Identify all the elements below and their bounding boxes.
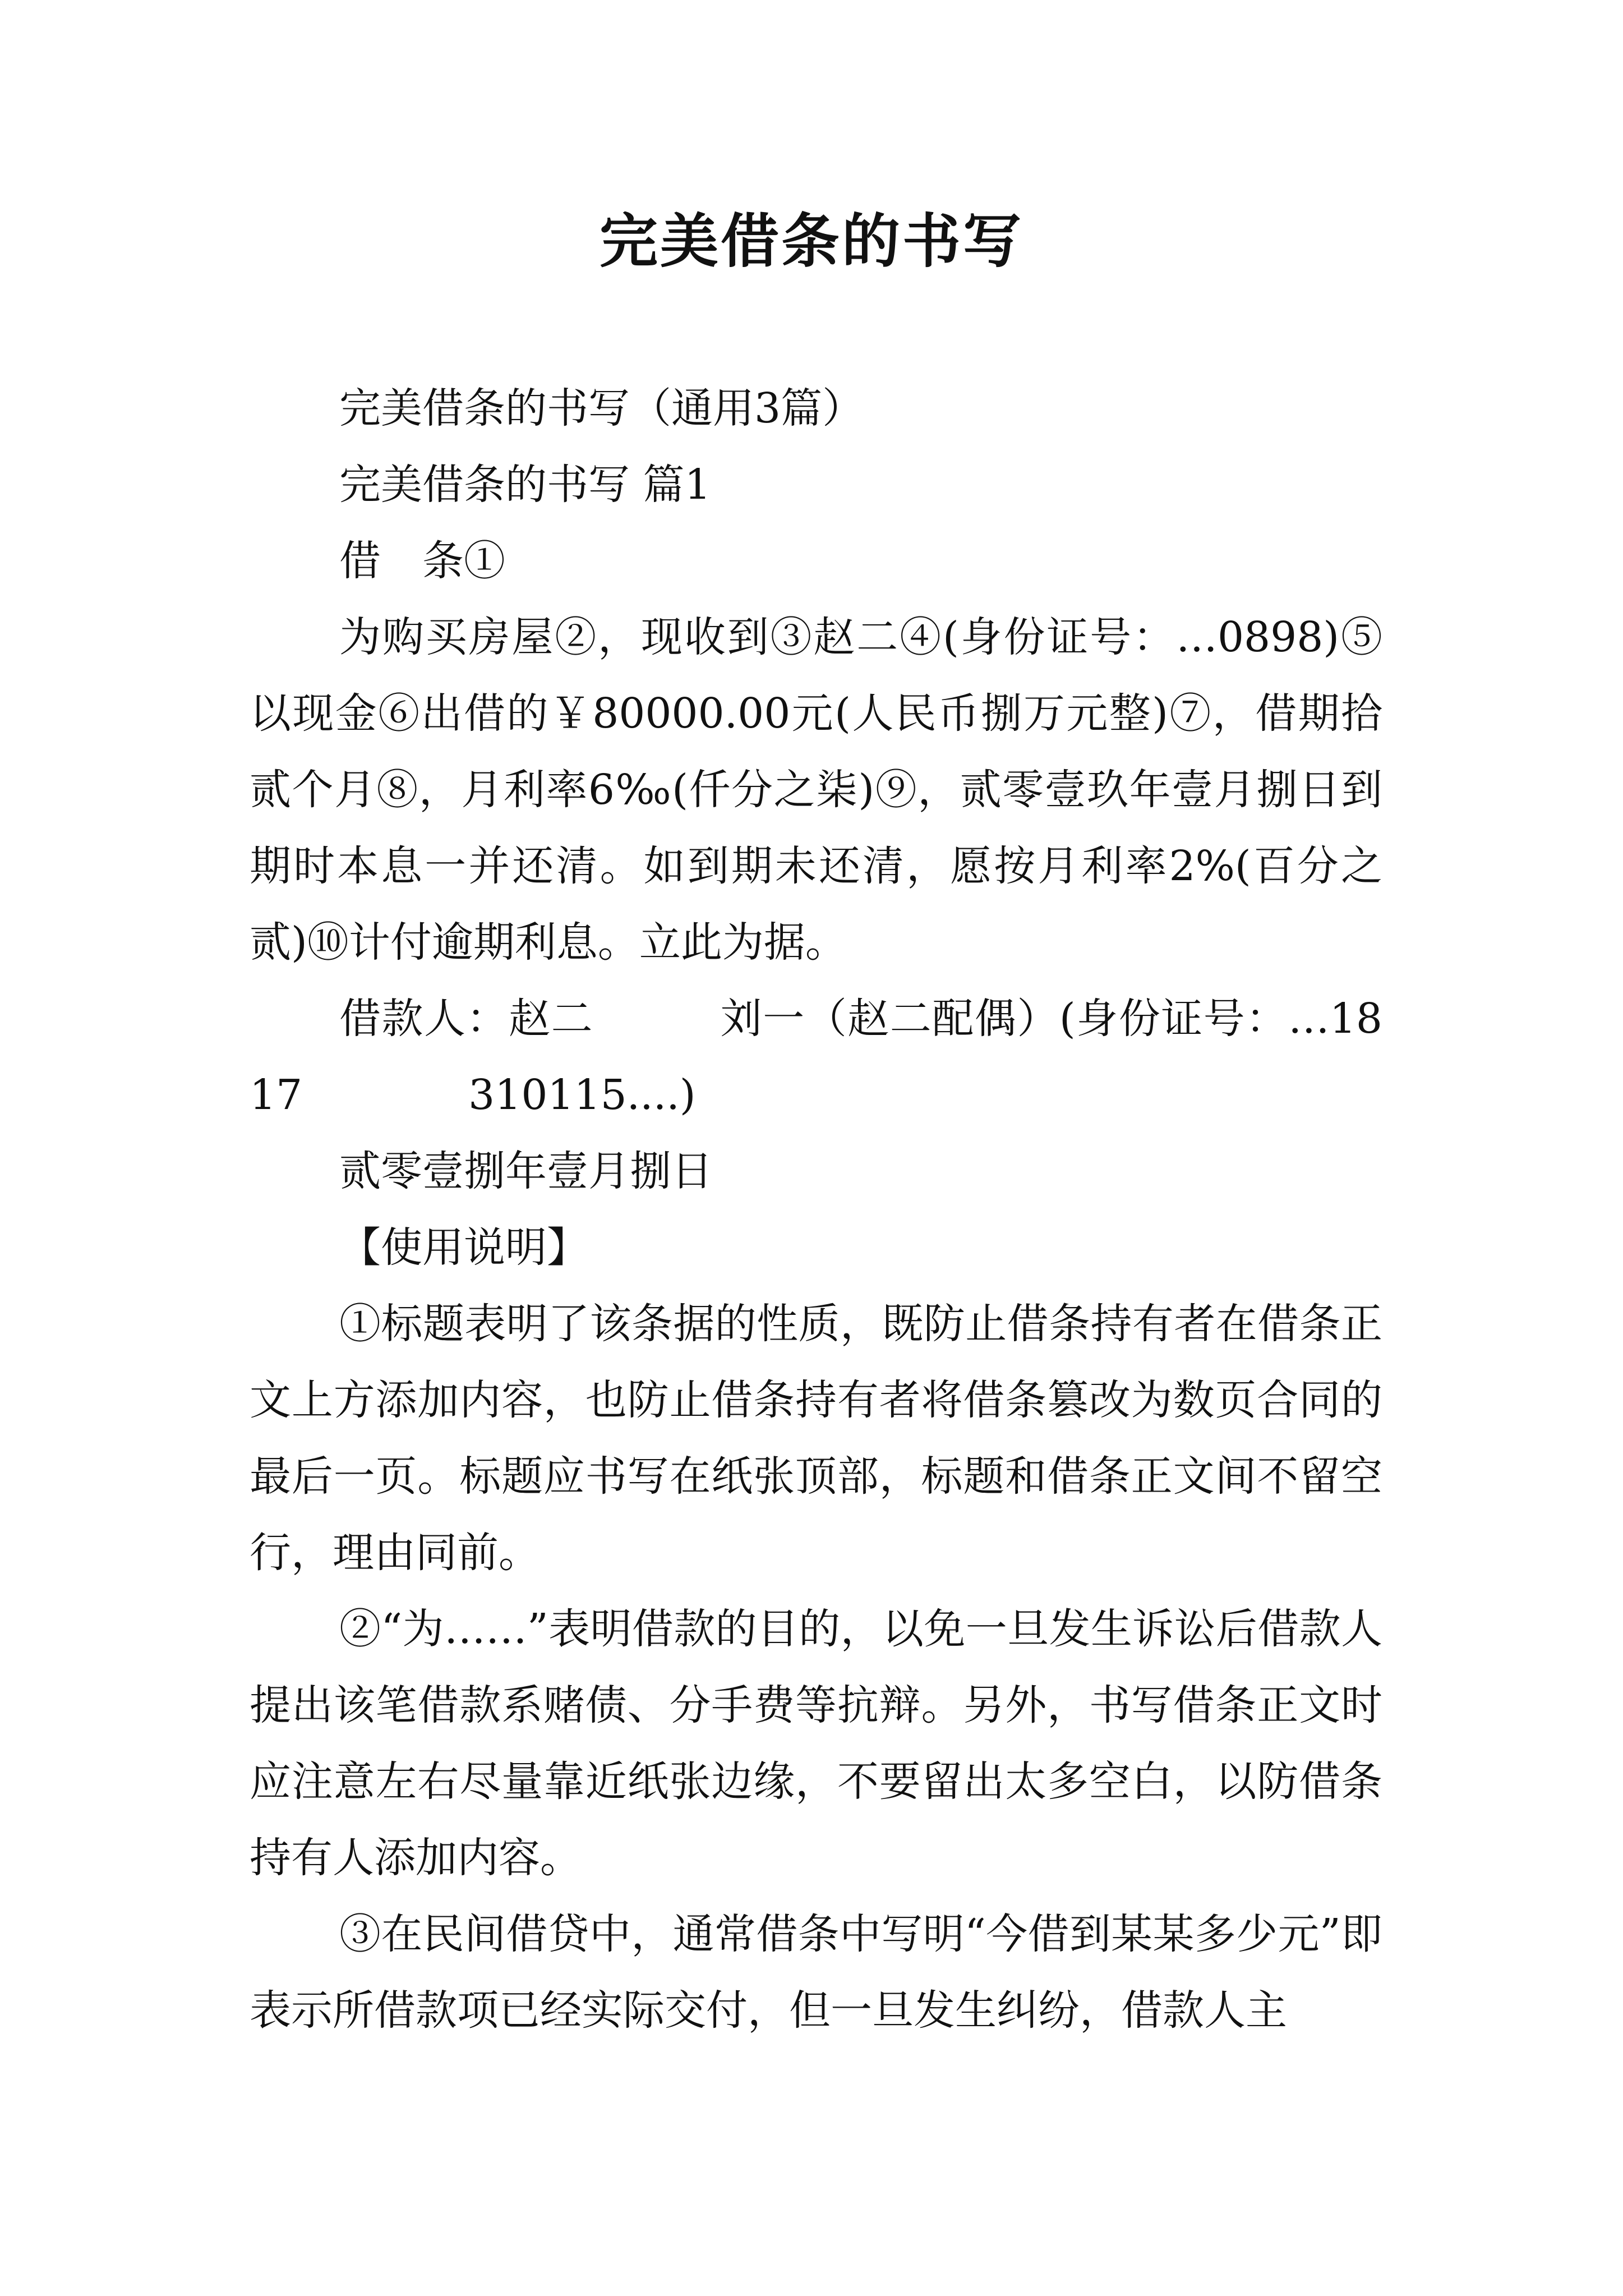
usage-note-3: ③在民间借贷中，通常借条中写明“今借到某某多少元”即表示所借款项已经实际交付，但一旦发生纠纷，借款人主 <box>250 1910 1382 2035</box>
document-body <box>250 370 1382 2049</box>
iou-body-paragraph: 为购买房屋②，现收到③赵二④(身份证号：…0898)⑤以现金⑥出借的￥80000.00元(人民币捌万元整)⑦，借期拾贰个月⑧，月利率6‰(仟分之柒)⑨，贰零壹玖年壹月捌日到期时本息一并还清。如到期未还清，愿按月利率2%(百分之贰)⑩计付逾期利息。立此为据。 <box>250 613 1382 967</box>
usage-note-1: ①标题表明了该条据的性质，既防止借条持有者在借条正文上方添加内容，也防止借条持有者将借条篡改为数页合同的最后一页。标题应书写在纸张顶部，标题和借条正文间不留空行，理由同前。 <box>250 1300 1382 1577</box>
usage-heading: 【使用说明】 <box>339 1223 588 1272</box>
borrower-line: 借款人：赵二 刘一（赵二配偶）(身份证号：…1817 310115....) <box>250 995 1382 1119</box>
date-line: 贰零壹捌年壹月捌日 <box>339 1147 713 1195</box>
iou-heading: 借 条① <box>339 537 505 585</box>
usage-note-2: ②“为……”表明借款的目的，以免一旦发生诉讼后借款人提出该笔借款系赌债、分手费等抗辩。另外，书写借条正文时应注意左右尽量靠近纸张边缘，不要留出太多空白，以防借条持有人添加内容。 <box>250 1605 1382 1882</box>
document-title: 完美借条的书写 <box>599 206 1023 275</box>
section-heading: 完美借条的书写 篇1 <box>339 461 711 509</box>
subtitle-line: 完美借条的书写（通用3篇） <box>339 384 864 432</box>
